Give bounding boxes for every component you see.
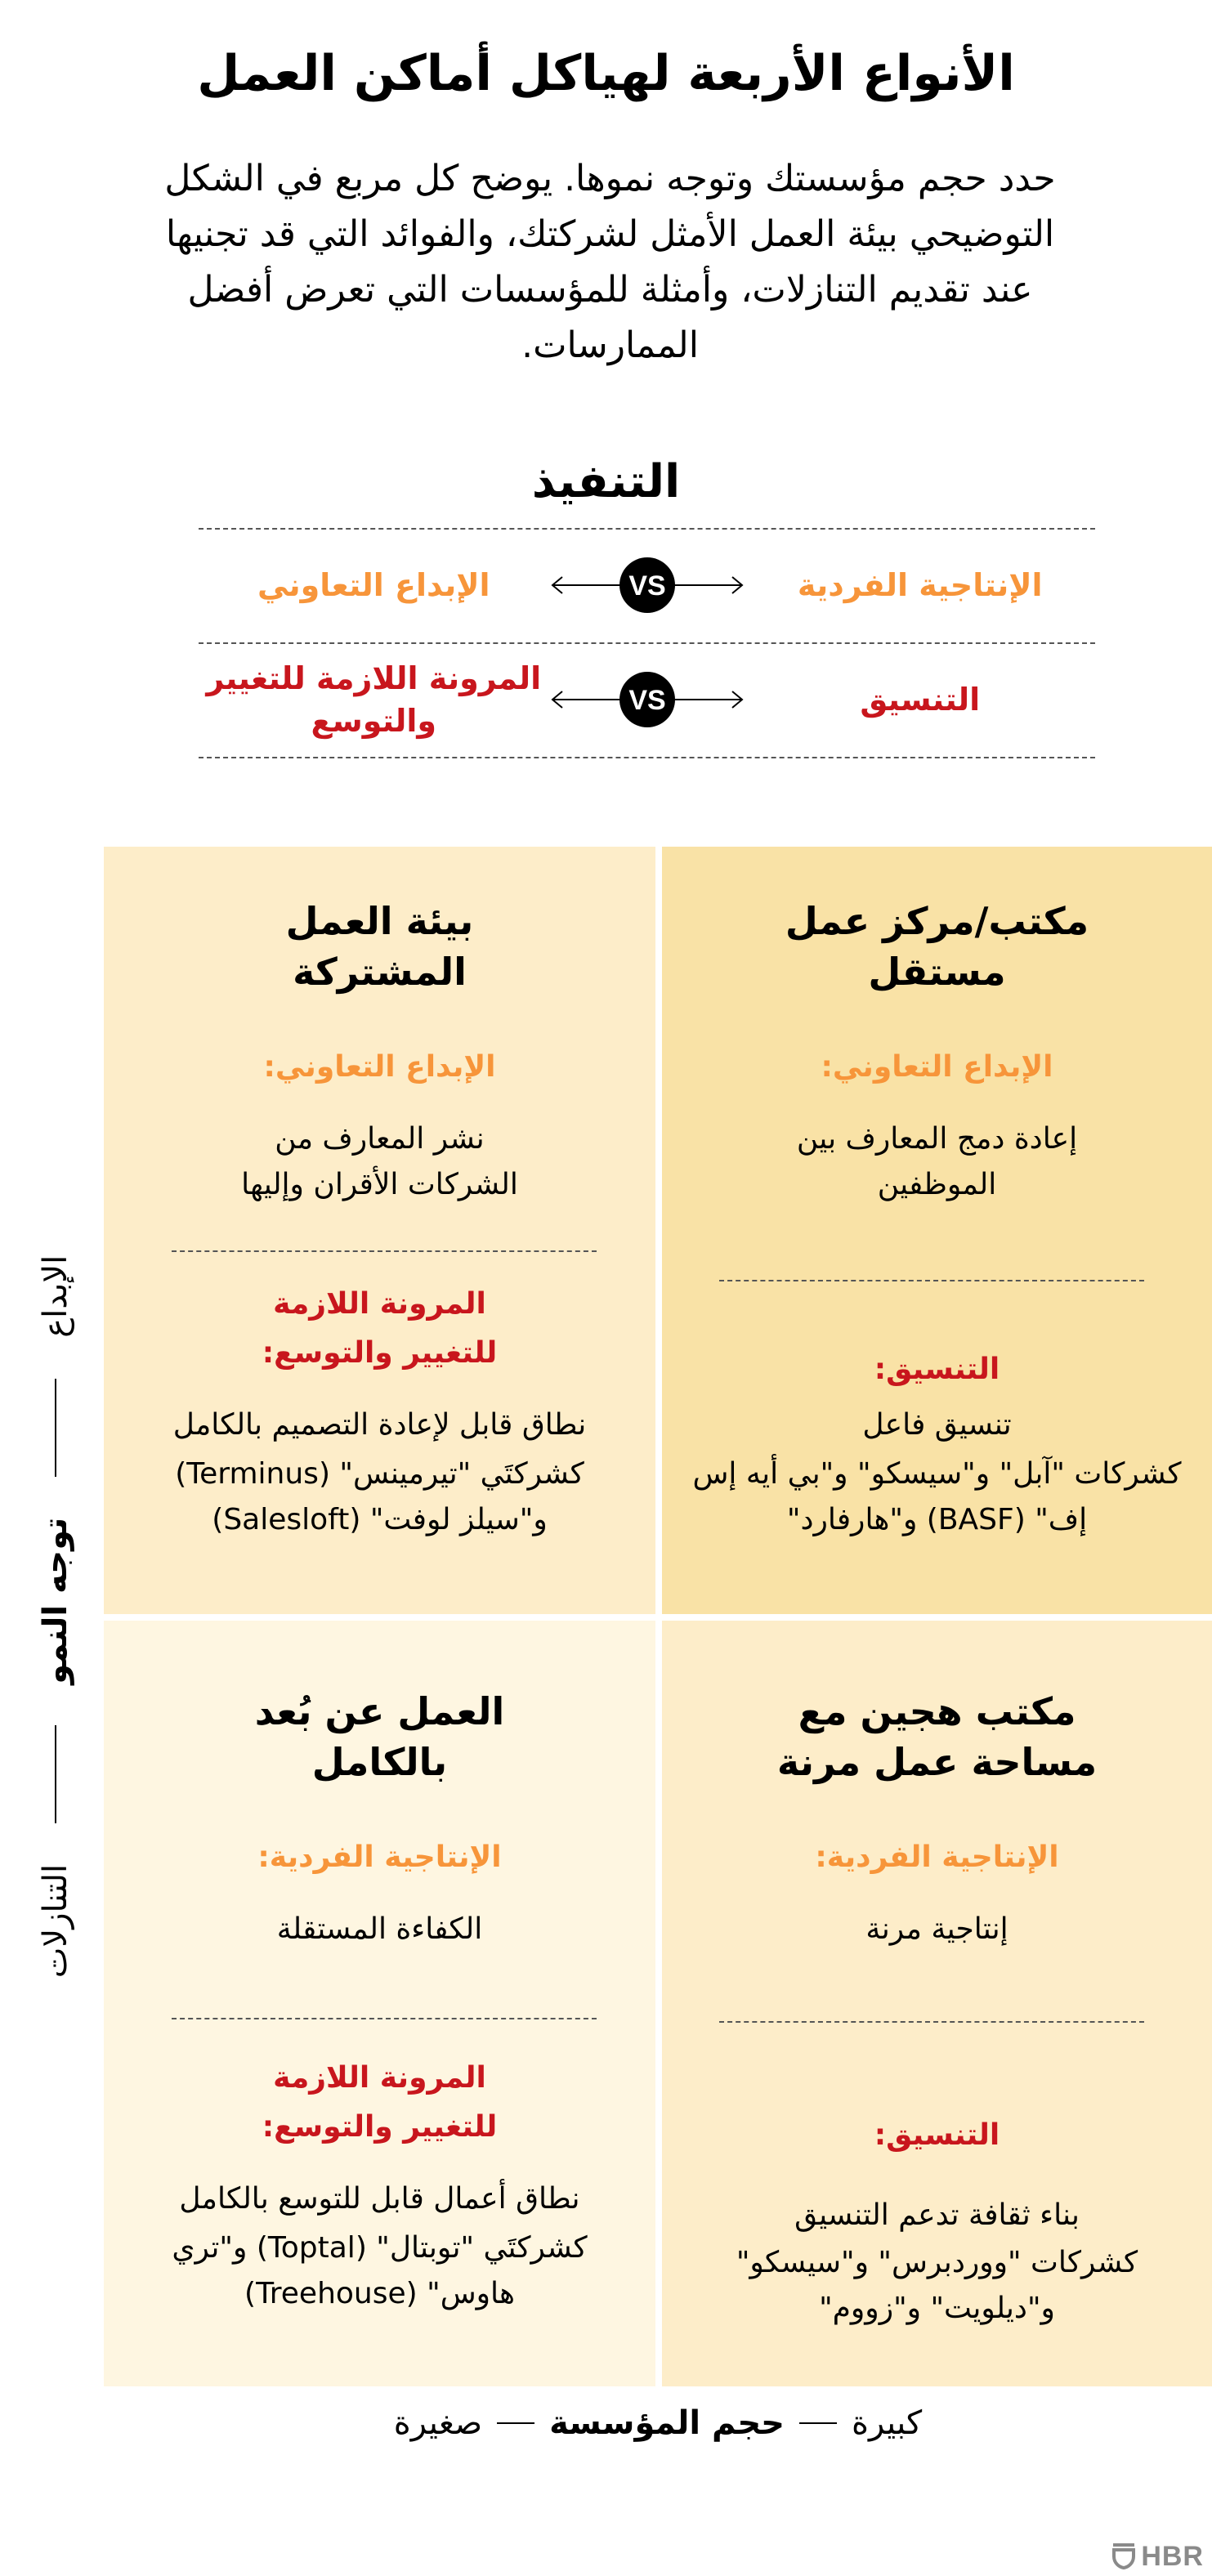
shield-icon <box>1111 2543 1136 2569</box>
quadrant-hybrid-office <box>662 1621 1212 2386</box>
y-axis-top-label: الإبداع <box>37 1254 74 1338</box>
vs-connector <box>549 528 745 642</box>
quadrant-shared-workspace <box>104 847 655 1614</box>
double-arrow-vs-icon <box>549 557 745 614</box>
quadrant-label-1: الإنتاجية الفردية: <box>257 1840 502 1874</box>
quadrant-fully-remote <box>104 1621 655 2386</box>
quadrant-divider <box>719 1280 1144 1281</box>
quadrant-title: بيئة العمل المشتركة <box>285 899 474 994</box>
quadrant-title: مكتب هجين مع مساحة عمل مرنة <box>776 1689 1098 1784</box>
quadrant-examples: كشركتَي "تيرمينس" (Terminus) و"سيلز لوفت" (Salesloft) <box>175 1457 584 1536</box>
x-axis-left-label: صغيرة <box>393 2404 483 2442</box>
quadrant-independent-office <box>662 847 1212 1614</box>
intro-paragraph: حدد حجم مؤسستك وتوجه نموها. يوضح كل مربع في الشكل التوضيحي بيئة العمل الأمثل لشركتك، والفوائد التي قد تجنيها عند تقديم التنازلات، وأمثلة للمؤسسات التي تعرض أفضل الممارسات. <box>164 158 1056 366</box>
quadrant-text-1: إعادة دمج المعارف بين الموظفين <box>796 1122 1078 1201</box>
hbr-logo <box>1111 2542 1204 2571</box>
divider-dashed <box>199 757 1095 758</box>
quadrant-title: مكتب/مركز عمل مستقل <box>785 899 1089 994</box>
quadrant-divider <box>172 2018 597 2019</box>
svg-text:VS: VS <box>628 570 666 602</box>
quadrant-label-1: الإبداع التعاوني: <box>821 1050 1053 1084</box>
quadrant-examples: كشركتَي "توبتال" (Toptal) و"تري هاوس" (Treehouse) <box>172 2231 588 2310</box>
comparison-right-label: التنسيق <box>860 682 981 718</box>
x-axis <box>104 2395 1212 2452</box>
quadrant-text-2: تنسيق فاعل <box>862 1408 1012 1442</box>
comparison-row-2 <box>199 642 1095 757</box>
quadrant-text-2: نطاق أعمال قابل للتوسع بالكامل <box>179 2182 580 2216</box>
quadrant-text-2: بناء ثقافة تدعم التنسيق <box>794 2198 1080 2232</box>
quadrant-grid <box>104 847 1212 2386</box>
axis-line <box>55 1725 56 1823</box>
comparison-row-1 <box>199 528 1095 642</box>
quadrant-text-2: نطاق قابل لإعادة التصميم بالكامل <box>172 1408 587 1442</box>
y-axis-bottom-label: التنازلات <box>37 1863 74 1979</box>
quadrant-text-1: نشر المعارف من الشركات الأقران وإليها <box>241 1122 518 1201</box>
quadrant-label-2: المرونة اللازمة للتغيير والتوسع: <box>262 1287 498 1370</box>
y-axis <box>23 847 88 2386</box>
quadrant-label-2: المرونة اللازمة للتغيير والتوسع: <box>262 2061 498 2144</box>
y-axis-title: توجه النمو <box>37 1517 74 1684</box>
svg-text:VS: VS <box>628 685 666 716</box>
quadrant-text-1: إنتاجية مرنة <box>865 1912 1009 1946</box>
axis-line <box>799 2422 837 2424</box>
quadrant-examples: كشركات "آبل" و"سيسكو" و"بي أيه إس إف" (BASF) و"هارفارد" <box>692 1457 1182 1536</box>
quadrant-label-2: التنسيق: <box>874 1353 1000 1386</box>
double-arrow-vs-icon <box>549 671 745 728</box>
axis-line <box>497 2422 534 2424</box>
execution-heading: التنفيذ <box>531 455 681 508</box>
quadrant-divider <box>172 1250 597 1252</box>
comparison-left-label: المرونة اللازمة للتغيير والتوسع <box>206 660 542 739</box>
quadrant-divider <box>719 2021 1144 2023</box>
quadrant-label-2: التنسيق: <box>874 2118 1000 2152</box>
comparison-right-label: الإنتاجية الفردية <box>797 567 1043 603</box>
axis-line <box>55 1379 56 1477</box>
page-title: الأنواع الأربعة لهياكل أماكن العمل <box>197 45 1015 102</box>
comparison-left-label: الإبداع التعاوني <box>257 567 490 603</box>
quadrant-text-1: الكفاءة المستقلة <box>276 1912 483 1946</box>
x-axis-right-label: كبيرة <box>852 2404 923 2442</box>
hbr-logo-text: HBR <box>1141 2540 1204 2572</box>
quadrant-title: العمل عن بُعد بالكامل <box>254 1689 505 1784</box>
vs-connector <box>549 642 745 757</box>
quadrant-examples: كشركات "ووردبرس" و"سيسكو" و"ديلويت" و"زووم" <box>736 2246 1138 2325</box>
quadrant-label-1: الإبداع التعاوني: <box>263 1050 496 1084</box>
x-axis-title: حجم المؤسسة <box>549 2404 785 2442</box>
quadrant-label-1: الإنتاجية الفردية: <box>815 1840 1059 1874</box>
